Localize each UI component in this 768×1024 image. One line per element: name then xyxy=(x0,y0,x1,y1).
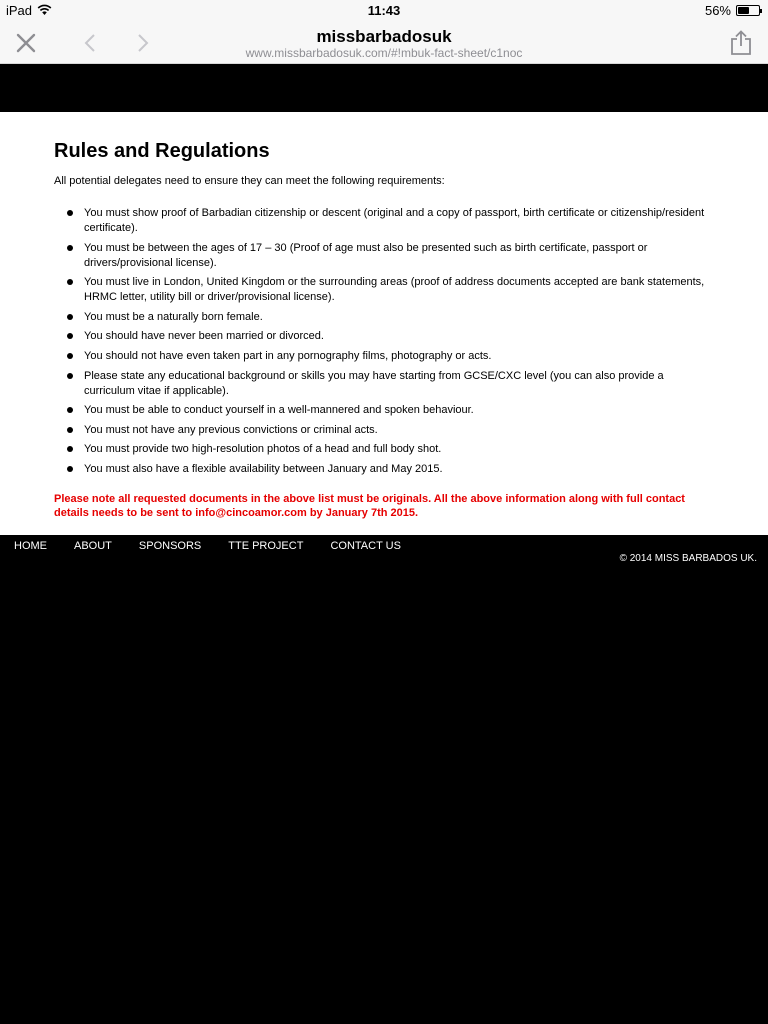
page-site-title: missbarbadosuk xyxy=(316,27,452,46)
bullet-icon xyxy=(67,373,73,379)
list-item xyxy=(54,403,714,418)
page-title: Rules and Regulations xyxy=(54,140,270,162)
battery-fill xyxy=(738,7,749,14)
bullet-icon xyxy=(67,314,73,320)
footer-link-home[interactable]: HOME xyxy=(14,540,47,552)
bullet-icon xyxy=(67,427,73,433)
intro-text: All potential delegates need to ensure they can meet the following requirements: xyxy=(54,175,445,187)
list-item-text: You must not have any previous convictions or criminal acts. xyxy=(84,423,378,436)
bullet-icon xyxy=(67,446,73,452)
bullet-icon xyxy=(67,245,73,251)
footer-link-sponsors[interactable]: SPONSORS xyxy=(138,540,202,552)
list-item xyxy=(54,442,714,457)
requirements-list xyxy=(54,206,714,482)
list-item xyxy=(54,241,714,271)
list-item xyxy=(54,423,714,438)
footer-link-contact-us[interactable]: CONTACT US xyxy=(330,540,401,552)
list-item-text: You must be able to conduct yourself in a well-mannered and spoken behaviour. xyxy=(84,404,474,417)
footer-link-about[interactable]: ABOUT xyxy=(74,540,112,552)
bullet-icon xyxy=(67,333,73,339)
list-item-text: You must provide two high-resolution photos of a head and full body shot. xyxy=(84,443,442,456)
clock: 11:43 xyxy=(367,3,401,18)
bullet-icon xyxy=(67,407,73,413)
list-item xyxy=(54,369,714,399)
browser-nav-bar xyxy=(0,22,768,64)
battery-icon xyxy=(736,5,760,16)
main-content xyxy=(0,112,768,535)
footer-nav xyxy=(14,540,428,552)
list-item xyxy=(54,206,714,236)
list-item-text: You should not have even taken part in any pornography films, photography or acts. xyxy=(84,349,492,362)
url-display[interactable]: www.missbarbadosuk.com/#!mbuk-fact-sheet/c1noc xyxy=(245,46,523,60)
bullet-icon xyxy=(67,210,73,216)
bullet-icon xyxy=(67,353,73,359)
list-item xyxy=(54,329,714,344)
status-bar xyxy=(0,0,768,22)
list-item-text: You must show proof of Barbadian citizenship or descent (original and a copy of passport, birth certificate or citizenship/resident certificate). xyxy=(84,207,705,234)
list-item xyxy=(54,462,714,477)
notice-text: Please note all requested documents in the above list must be originals. All the above information along with full contact details needs to be sent to info@cincoamor.com by January 7th 2015. xyxy=(54,493,685,519)
list-item xyxy=(54,349,714,364)
list-item-text: You must live in London, United Kingdom or the surrounding areas (proof of address documents accepted are bank statements, HRMC letter, utility bill or driver/provisional license). xyxy=(84,276,705,304)
bullet-icon xyxy=(67,466,73,472)
bullet-icon xyxy=(67,279,73,285)
list-item xyxy=(54,275,714,305)
footer xyxy=(0,535,768,575)
list-item-text: You must be between the ages of 17 – 30 (Proof of age must also be presented such as birth certificate, passport or drivers/provisional license). xyxy=(84,241,648,269)
footer-link-tte-project[interactable]: TTE PROJECT xyxy=(228,540,304,552)
list-item-text: Please state any educational background or skills you may have starting from GCSE/CXC level (you can also provide a curriculum vitae if applicable). xyxy=(84,369,664,397)
share-icon xyxy=(730,30,752,56)
copyright: © 2014 MISS BARBADOS UK. xyxy=(619,553,757,564)
list-item-text: You must be a naturally born female. xyxy=(84,310,263,323)
battery-percent: 56% xyxy=(704,3,731,18)
share-button[interactable] xyxy=(726,28,756,58)
list-item xyxy=(54,310,714,325)
header-band xyxy=(0,64,768,112)
list-item-text: You should have never been married or divorced. xyxy=(84,330,324,343)
device-name: iPad xyxy=(6,3,33,18)
list-item-text: You must also have a flexible availability between January and May 2015. xyxy=(84,462,443,475)
